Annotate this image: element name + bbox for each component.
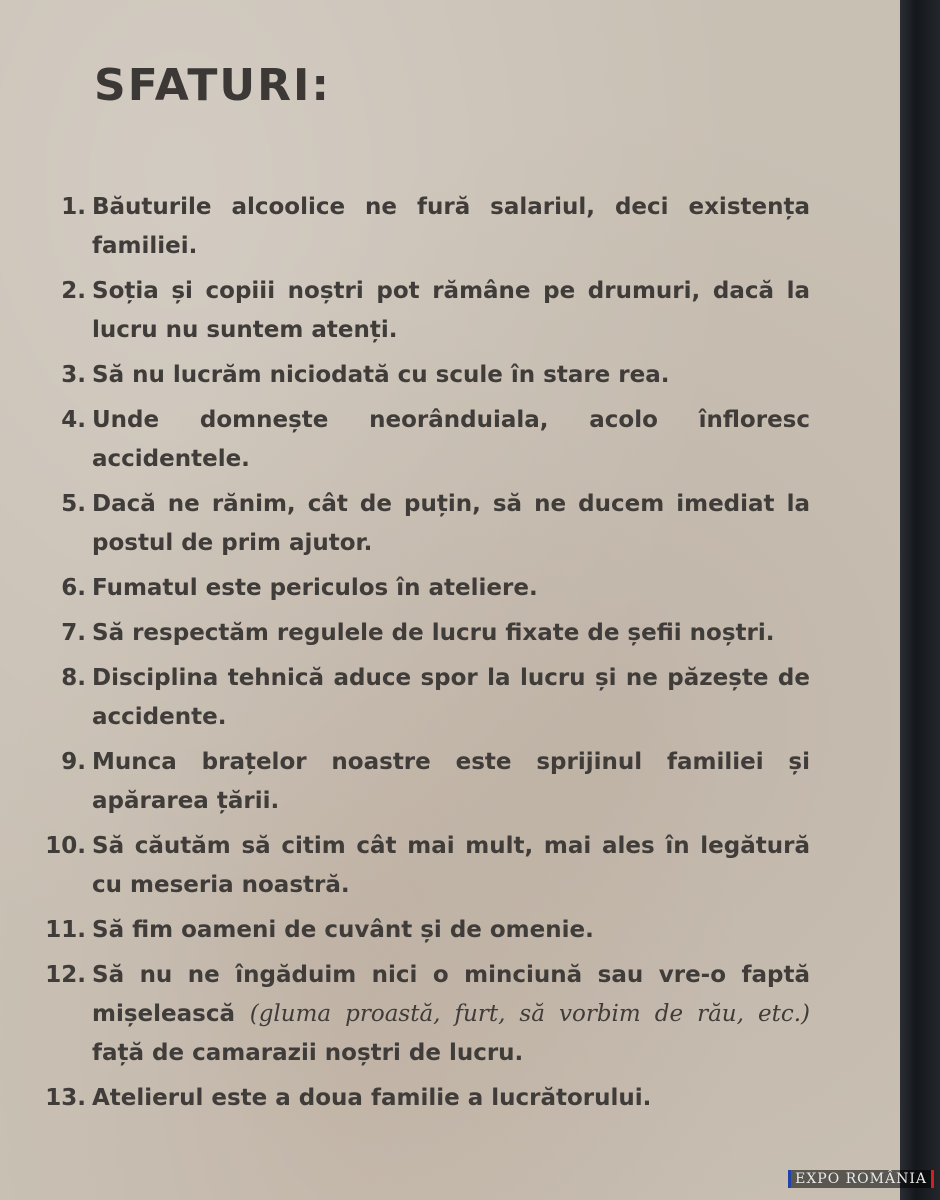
advice-number: 9. <box>61 749 86 775</box>
advice-item <box>40 659 810 737</box>
advice-item <box>40 188 810 266</box>
advice-text: Dacă ne rănim, cât de puțin, să ne ducem imediat la postul de prim ajutor. <box>92 491 810 556</box>
advice-item <box>40 1079 810 1118</box>
advice-number: 8. <box>61 665 86 691</box>
advice-number: 13. <box>45 1085 86 1111</box>
advice-number: 4. <box>61 407 86 433</box>
advice-item <box>40 485 810 563</box>
advice-text: Să nu lucrăm niciodată cu scule în stare rea. <box>92 362 670 388</box>
advice-text: Unde domnește neorânduiala, acolo înfloresc accidentele. <box>92 407 810 472</box>
advice-text: Munca brațelor noastre este sprijinul familiei și apărarea țării. <box>92 749 810 814</box>
advice-text: Să fim oameni de cuvânt și de omenie. <box>92 917 594 943</box>
watermark-logo: EXPO ROMÂNIA <box>788 1170 934 1188</box>
advice-item <box>40 272 810 350</box>
advice-text: Să căutăm să citim cât mai mult, mai ales în legătură cu meseria noastră. <box>92 833 810 898</box>
advice-number: 6. <box>61 575 86 601</box>
advice-item <box>40 956 810 1073</box>
advice-item <box>40 569 810 608</box>
advice-text <box>92 956 810 1073</box>
advice-text-after: față de camarazii noștri de lucru. <box>92 1040 524 1066</box>
book-binding-edge <box>900 0 940 1200</box>
advice-text: Să respectăm regulele de lucru fixate de șefii noștri. <box>92 620 775 646</box>
advice-text: Disciplina tehnică aduce spor la lucru și ne păzește de accidente. <box>92 665 810 730</box>
advice-number: 1. <box>61 194 86 220</box>
document-title: SFATURI: <box>94 60 331 111</box>
advice-text: Fumatul este periculos în ateliere. <box>92 575 538 601</box>
advice-item <box>40 401 810 479</box>
advice-item <box>40 356 810 395</box>
advice-list <box>40 188 810 1124</box>
advice-item <box>40 911 810 950</box>
advice-item <box>40 827 810 905</box>
advice-number: 2. <box>61 278 86 304</box>
advice-item <box>40 614 810 653</box>
advice-text-before: Să nu ne îngăduim nici o minciună sau vre-o faptă mișelească <box>92 962 810 1027</box>
advice-number: 3. <box>61 362 86 388</box>
advice-number: 10. <box>45 833 86 859</box>
advice-number: 11. <box>45 917 86 943</box>
advice-text: Soția și copiii noștri pot rămâne pe drumuri, dacă la lucru nu suntem atenți. <box>92 278 810 343</box>
advice-number: 12. <box>45 962 86 988</box>
advice-number: 5. <box>61 491 86 517</box>
advice-text: Atelierul este a doua familie a lucrătorului. <box>92 1085 652 1111</box>
advice-item <box>40 743 810 821</box>
advice-text: Băuturile alcoolice ne fură salariul, deci existența familiei. <box>92 194 810 259</box>
advice-text-italic: (gluma proastă, furt, să vorbim de rău, etc.) <box>249 1001 810 1027</box>
advice-number: 7. <box>61 620 86 646</box>
